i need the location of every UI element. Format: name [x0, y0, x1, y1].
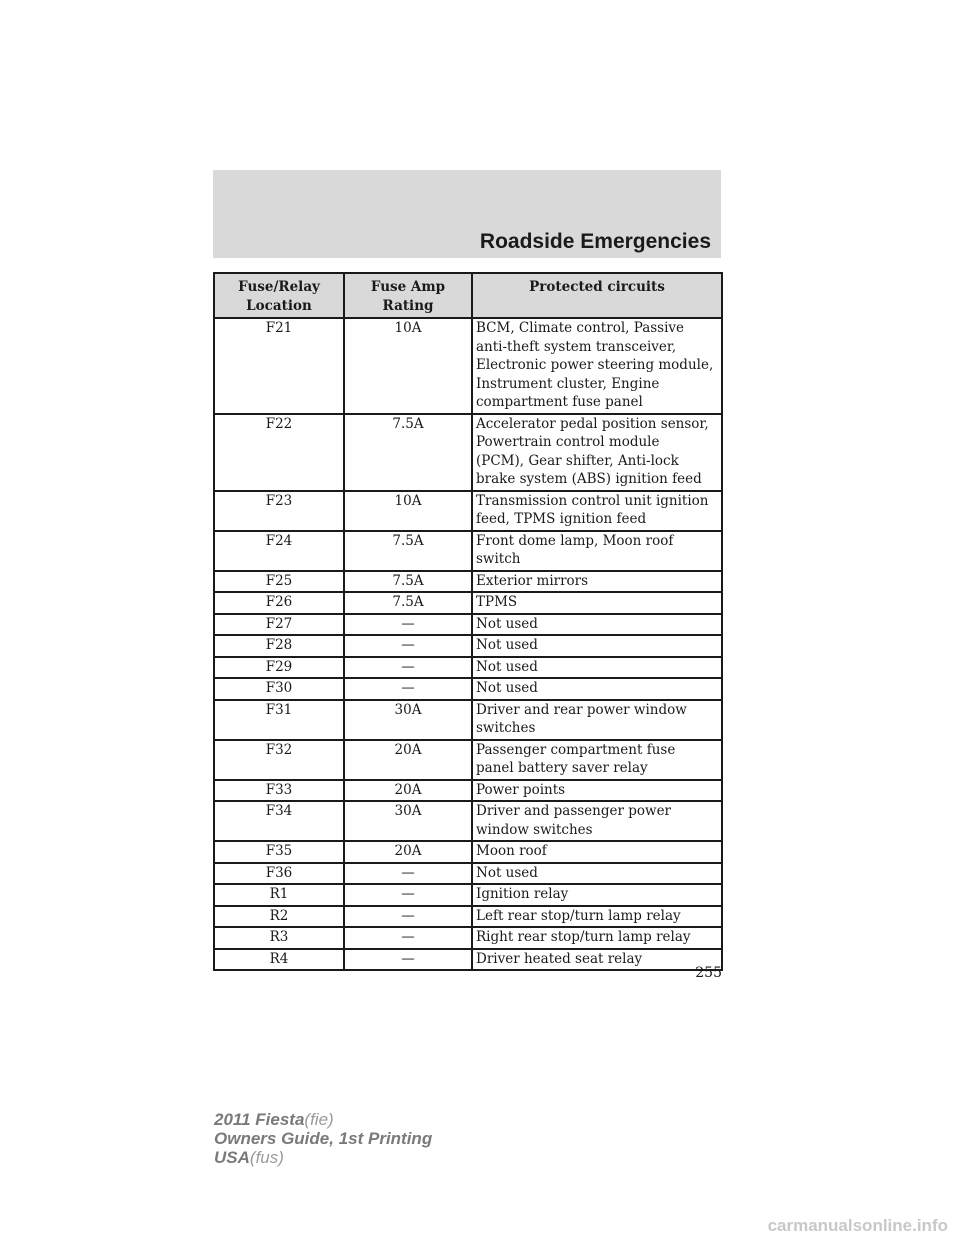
cell-circuits: Not used — [472, 678, 722, 700]
cell-location: F36 — [214, 863, 344, 885]
cell-circuits: Transmission control unit ignition feed, TPMS ignition feed — [472, 491, 722, 531]
table-row — [214, 949, 722, 971]
cell-rating: — — [344, 884, 472, 906]
cell-rating: — — [344, 906, 472, 928]
cell-rating: — — [344, 863, 472, 885]
cell-circuits: TPMS — [472, 592, 722, 614]
cell-circuits: Driver and rear power window switches — [472, 700, 722, 740]
footer-market: USA — [214, 1148, 250, 1167]
cell-circuits: Not used — [472, 614, 722, 636]
footer-model: 2011 Fiesta — [214, 1110, 305, 1129]
cell-circuits: Driver and passenger power window switches — [472, 801, 722, 841]
cell-circuits: Not used — [472, 657, 722, 679]
table-row — [214, 318, 722, 414]
table-row — [214, 841, 722, 863]
cell-location: F33 — [214, 780, 344, 802]
cell-location: F28 — [214, 635, 344, 657]
cell-circuits: Left rear stop/turn lamp relay — [472, 906, 722, 928]
table-row — [214, 678, 722, 700]
cell-rating: 20A — [344, 780, 472, 802]
table-row — [214, 740, 722, 780]
cell-rating: 7.5A — [344, 571, 472, 593]
table-row — [214, 414, 722, 491]
footer-line-2: Owners Guide, 1st Printing — [214, 1129, 433, 1148]
fuse-table — [213, 272, 723, 971]
cell-rating: 30A — [344, 801, 472, 841]
cell-location: F24 — [214, 531, 344, 571]
footer-line-3 — [214, 1148, 432, 1167]
column-header-rating: Fuse Amp Rating — [344, 273, 472, 318]
column-header-location: Fuse/Relay Location — [214, 273, 344, 318]
cell-circuits: Ignition relay — [472, 884, 722, 906]
cell-circuits: Right rear stop/turn lamp relay — [472, 927, 722, 949]
footer-imprint — [214, 1110, 432, 1167]
cell-location: F35 — [214, 841, 344, 863]
table-row — [214, 657, 722, 679]
cell-rating: — — [344, 927, 472, 949]
cell-circuits: Not used — [472, 635, 722, 657]
cell-location: F31 — [214, 700, 344, 740]
table-row — [214, 592, 722, 614]
cell-circuits: Not used — [472, 863, 722, 885]
table-row — [214, 571, 722, 593]
table-row — [214, 780, 722, 802]
table-header-row — [214, 273, 722, 318]
cell-rating: — — [344, 635, 472, 657]
cell-location: R2 — [214, 906, 344, 928]
table-row — [214, 614, 722, 636]
watermark-text: carmanualsonline.info — [767, 1216, 948, 1235]
cell-rating: 20A — [344, 841, 472, 863]
cell-location: F22 — [214, 414, 344, 491]
fuse-table-body — [214, 318, 722, 970]
cell-location: F29 — [214, 657, 344, 679]
cell-rating: 7.5A — [344, 592, 472, 614]
table-row — [214, 906, 722, 928]
table-row — [214, 863, 722, 885]
cell-circuits: Accelerator pedal position sensor, Powertrain control module (PCM), Gear shifter, Anti-lock brake system (ABS) ignition feed — [472, 414, 722, 491]
cell-circuits: BCM, Climate control, Passive anti-theft system transceiver, Electronic power steering module, Instrument cluster, Engine compartment fuse panel — [472, 318, 722, 414]
cell-location: F30 — [214, 678, 344, 700]
cell-circuits: Passenger compartment fuse panel battery saver relay — [472, 740, 722, 780]
table-row — [214, 700, 722, 740]
cell-location: F27 — [214, 614, 344, 636]
cell-rating: 7.5A — [344, 414, 472, 491]
cell-location: R3 — [214, 927, 344, 949]
cell-circuits: Moon roof — [472, 841, 722, 863]
cell-circuits: Driver heated seat relay — [472, 949, 722, 971]
cell-rating: 7.5A — [344, 531, 472, 571]
page-number: 255 — [695, 965, 722, 981]
table-row — [214, 884, 722, 906]
cell-circuits: Front dome lamp, Moon roof switch — [472, 531, 722, 571]
cell-location: F32 — [214, 740, 344, 780]
cell-rating: — — [344, 949, 472, 971]
footer-line-1 — [214, 1110, 432, 1129]
table-row — [214, 635, 722, 657]
column-header-circuits: Protected circuits — [472, 273, 722, 318]
cell-rating: 10A — [344, 491, 472, 531]
cell-rating: 30A — [344, 700, 472, 740]
cell-location: R1 — [214, 884, 344, 906]
table-row — [214, 927, 722, 949]
cell-location: F26 — [214, 592, 344, 614]
cell-rating: — — [344, 657, 472, 679]
table-row — [214, 531, 722, 571]
cell-location: F23 — [214, 491, 344, 531]
cell-rating: — — [344, 614, 472, 636]
cell-location: R4 — [214, 949, 344, 971]
table-row — [214, 801, 722, 841]
cell-location: F21 — [214, 318, 344, 414]
footer-market-code: (fus) — [249, 1148, 284, 1167]
cell-rating: 10A — [344, 318, 472, 414]
cell-location: F25 — [214, 571, 344, 593]
footer-model-code: (fie) — [304, 1110, 334, 1129]
cell-circuits: Exterior mirrors — [472, 571, 722, 593]
cell-rating: 20A — [344, 740, 472, 780]
cell-location: F34 — [214, 801, 344, 841]
section-header-bar — [213, 170, 721, 258]
table-row — [214, 491, 722, 531]
section-title: Roadside Emergencies — [479, 230, 711, 253]
cell-circuits: Power points — [472, 780, 722, 802]
cell-rating: — — [344, 678, 472, 700]
